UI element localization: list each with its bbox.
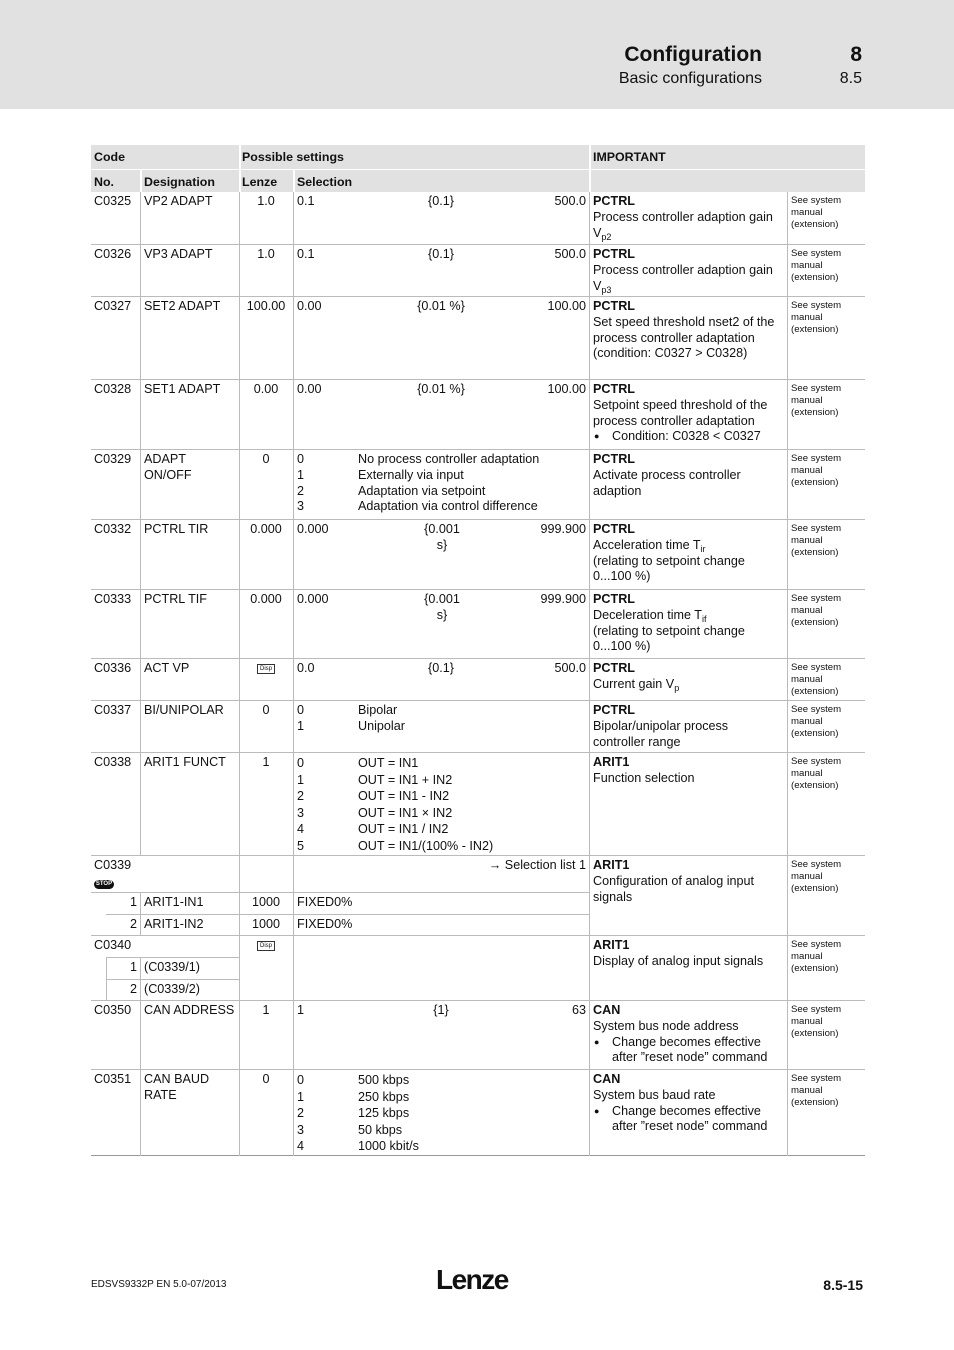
table-row — [91, 450, 865, 520]
selection-options — [294, 450, 589, 517]
description: Display of analog input signals — [593, 953, 764, 968]
important-text — [590, 753, 786, 789]
option-key: 1 — [297, 718, 305, 733]
option-value: OUT = IN1 × IN2 — [358, 805, 453, 820]
description-detail: (relating to setpoint change 0...100 %) — [593, 623, 745, 654]
important-text — [590, 659, 786, 695]
designation: VP3 ADAPT — [144, 247, 213, 261]
table-header-row-2 — [91, 170, 865, 192]
function-group: ARIT1 — [593, 755, 630, 769]
function-group: PCTRL — [593, 247, 635, 261]
page-header — [0, 0, 954, 109]
description: Process controller adaption gain V — [593, 209, 773, 240]
option-key: 2 — [297, 789, 305, 803]
table-row — [91, 297, 865, 380]
page-subtitle: Basic configurations — [618, 70, 762, 87]
table-row — [91, 590, 865, 659]
section-number: 8.5 — [839, 70, 862, 87]
bullet-item: ● Change becomes effective after ”reset node” command — [593, 1104, 783, 1136]
subcode-index: 1 — [129, 895, 137, 909]
reference-note: See system manual (extension) — [791, 1073, 842, 1108]
code-number: C0327 — [94, 299, 132, 313]
function-group: ARIT1 — [593, 858, 630, 872]
code-number: C0328 — [94, 382, 132, 396]
reference-note: See system manual (extension) — [791, 662, 842, 697]
chapter-number: 8 — [850, 43, 862, 66]
option-key: 3 — [297, 805, 305, 820]
code-number: C0329 — [94, 452, 132, 466]
bullet-item: ● Change becomes effective after ”reset node” command — [593, 1035, 783, 1067]
range-min: 0.000 — [297, 522, 329, 536]
description-detail: (relating to setpoint change 0...100 %) — [593, 553, 745, 584]
lenze-default: 1.0 — [257, 194, 275, 208]
bullet-item: ● Condition: C0328 < C0327 — [593, 429, 783, 445]
range-step: {0.1} — [428, 194, 454, 208]
range-min: 0.1 — [297, 194, 315, 208]
lenze-default: 1000 — [251, 895, 281, 909]
code-number: C0325 — [94, 194, 132, 208]
range-step: {1} — [433, 1003, 449, 1017]
code-number: C0340 — [94, 938, 132, 952]
range-min: 0.00 — [297, 299, 322, 313]
designation: VP2 ADAPT — [144, 194, 213, 208]
option-value: 500 kbps — [358, 1073, 410, 1087]
function-group: PCTRL — [593, 522, 635, 536]
option-key: 2 — [297, 1106, 305, 1120]
designation: ARIT1-IN2 — [144, 917, 204, 931]
range-min: 0.1 — [297, 247, 315, 261]
option-key: 0 — [297, 452, 305, 466]
function-group: PCTRL — [593, 299, 635, 313]
code-number: C0351 — [94, 1072, 132, 1086]
col-designation: Designation — [144, 175, 215, 189]
reference-note: See system manual (extension) — [791, 593, 842, 628]
important-text — [590, 1001, 786, 1068]
range-step: {0.001 s} — [424, 592, 460, 622]
table-row — [91, 936, 865, 1001]
range-min: 1 — [297, 1003, 305, 1017]
code-number: C0332 — [94, 522, 132, 536]
important-text — [590, 380, 786, 447]
designation: (C0339/2) — [144, 982, 201, 996]
table-row — [91, 380, 865, 450]
option-key: 0 — [297, 703, 305, 717]
important-text — [590, 936, 786, 972]
selection-options — [294, 753, 589, 856]
option-key: 1 — [297, 1089, 305, 1104]
parameter-table — [91, 145, 865, 1156]
description: System bus node address — [593, 1018, 739, 1033]
description: Function selection — [593, 770, 695, 785]
lenze-default: 0 — [262, 703, 270, 717]
option-key: 0 — [297, 1073, 305, 1087]
selection-options — [294, 701, 589, 737]
selection-value: FIXED0% — [297, 895, 353, 909]
option-value: Adaptation via control difference — [358, 499, 538, 514]
reference-note: See system manual (extension) — [791, 1004, 842, 1039]
range-max: 500.0 — [554, 661, 586, 675]
important-text — [590, 701, 786, 752]
option-value: OUT = IN1 + IN2 — [358, 772, 453, 787]
option-value: Externally via input — [358, 467, 464, 482]
col-no: No. — [94, 175, 114, 189]
option-key: 3 — [297, 499, 305, 514]
designation: BI/UNIPOLAR — [144, 703, 224, 717]
option-key: 4 — [297, 822, 305, 836]
reference-note: See system manual (extension) — [791, 704, 842, 739]
range-min: 0.000 — [297, 592, 329, 606]
lenze-default: 0.00 — [253, 382, 279, 396]
description: Process controller adaption gain V — [593, 262, 773, 293]
designation: ARIT1 FUNCT — [144, 755, 226, 769]
important-text — [590, 1070, 786, 1137]
description: Set speed threshold nset2 of the process controller adaptation (condition: C0327 > C0328) — [593, 314, 775, 361]
description: Configuration of analog input signals — [593, 873, 755, 904]
lenze-default: 0.000 — [250, 522, 282, 536]
selection-options — [294, 1070, 589, 1157]
table-row — [91, 659, 865, 701]
option-key: 3 — [297, 1122, 305, 1137]
table-row — [91, 753, 865, 856]
option-value: OUT = IN1 — [358, 756, 419, 770]
code-number: C0333 — [94, 592, 132, 606]
subscript: p3 — [601, 284, 612, 295]
reference-note: See system manual (extension) — [791, 859, 842, 894]
function-group: PCTRL — [593, 592, 635, 606]
col-selection: Selection — [297, 175, 353, 189]
subcode-index: 2 — [129, 917, 137, 931]
table-row — [91, 245, 865, 297]
reference-note: See system manual (extension) — [791, 523, 842, 558]
option-value: 250 kbps — [358, 1089, 410, 1104]
code-number: C0338 — [94, 755, 132, 769]
function-group: ARIT1 — [593, 938, 630, 952]
lenze-default: 1000 — [251, 917, 281, 931]
range-step: {0.01 %} — [417, 299, 465, 313]
subcode-index: 2 — [129, 982, 137, 996]
important-text — [590, 245, 786, 296]
designation: SET2 ADAPT — [144, 299, 221, 313]
subscript: p — [674, 682, 680, 693]
range-max: 999.900 — [540, 522, 586, 536]
range-step: {0.1} — [428, 661, 454, 675]
option-value: 1000 kbit/s — [358, 1139, 419, 1153]
function-group: PCTRL — [593, 661, 635, 675]
selection-value: FIXED0% — [297, 917, 353, 931]
reference-note: See system manual (extension) — [791, 300, 842, 335]
lenze-default: 1 — [262, 1003, 270, 1017]
page-title: Configuration — [624, 43, 762, 66]
option-key: 0 — [297, 756, 305, 770]
lenze-default: 0 — [262, 452, 270, 466]
lenze-default: 1 — [262, 755, 270, 769]
important-text — [590, 856, 786, 907]
range-max: 500.0 — [554, 247, 586, 261]
table-row — [91, 701, 865, 753]
function-group: CAN — [593, 1072, 621, 1086]
important-text — [590, 450, 786, 501]
page-number: 8.5-15 — [823, 1277, 863, 1293]
reference-note: See system manual (extension) — [791, 195, 842, 230]
range-max: 63 — [571, 1003, 586, 1017]
range-min: 0.0 — [297, 661, 315, 675]
selection-list-ref: → Selection list 1 — [488, 858, 586, 872]
range-max: 500.0 — [554, 194, 586, 208]
display-only-icon: Disp — [257, 664, 275, 674]
option-value: Adaptation via setpoint — [358, 483, 486, 498]
subscript: p2 — [601, 231, 612, 242]
description: Setpoint speed threshold of the process controller adaptation — [593, 397, 768, 428]
designation: PCTRL TIF — [144, 592, 207, 606]
designation: SET1 ADAPT — [144, 382, 221, 396]
range-max: 100.00 — [547, 382, 586, 396]
function-group: PCTRL — [593, 703, 635, 717]
col-possible-settings: Possible settings — [242, 150, 344, 164]
range-max: 100.00 — [547, 299, 586, 313]
option-key: 1 — [297, 467, 305, 482]
designation: CAN ADDRESS — [144, 1003, 235, 1017]
table-header-row-1 — [91, 145, 865, 169]
table-row — [91, 1070, 865, 1156]
code-number: C0337 — [94, 703, 132, 717]
code-number: C0339 — [94, 858, 132, 872]
designation: ARIT1-IN1 — [144, 895, 204, 909]
display-only-icon: Disp — [257, 941, 275, 951]
reference-note: See system manual (extension) — [791, 383, 842, 418]
code-number: C0336 — [94, 661, 132, 675]
option-key: 2 — [297, 483, 305, 498]
option-value: No process controller adaptation — [358, 452, 540, 466]
option-value: 50 kbps — [358, 1122, 403, 1137]
designation: (C0339/1) — [144, 960, 201, 974]
description: Deceleration time T — [593, 607, 702, 622]
range-step: {0.1} — [428, 247, 454, 261]
subscript: ir — [700, 543, 706, 554]
description: Acceleration time T — [593, 537, 701, 552]
option-key: 1 — [297, 772, 305, 787]
reference-note: See system manual (extension) — [791, 248, 842, 283]
lenze-default: 0.000 — [250, 592, 282, 606]
col-important: IMPORTANT — [593, 150, 666, 164]
designation: PCTRL TIR — [144, 522, 209, 536]
description: Activate process controller adaption — [593, 467, 741, 498]
stop-icon: STOP — [95, 880, 113, 887]
subcode-index: 1 — [129, 960, 137, 974]
table-row — [91, 1001, 865, 1070]
range-step: {0.001 s} — [424, 522, 460, 552]
option-value: Bipolar — [358, 703, 398, 717]
function-group: PCTRL — [593, 382, 635, 396]
lenze-default: 0 — [262, 1072, 270, 1086]
option-key: 4 — [297, 1139, 305, 1153]
range-step: {0.01 %} — [417, 382, 465, 396]
description: Bipolar/unipolar process controller range — [593, 718, 729, 749]
designation: CAN BAUD RATE — [144, 1072, 210, 1102]
col-lenze: Lenze — [242, 175, 278, 189]
important-text — [590, 192, 786, 243]
code-number: C0326 — [94, 247, 132, 261]
function-group: CAN — [593, 1003, 621, 1017]
option-value: 125 kbps — [358, 1106, 410, 1120]
table-row — [91, 856, 865, 936]
important-text — [590, 297, 780, 364]
lenze-default: 1.0 — [257, 247, 275, 261]
function-group: PCTRL — [593, 452, 635, 466]
reference-note: See system manual (extension) — [791, 939, 842, 974]
option-key: 5 — [297, 838, 305, 853]
reference-note: See system manual (extension) — [791, 756, 842, 791]
description: Current gain V — [593, 676, 675, 691]
col-code: Code — [94, 150, 125, 164]
description: System bus baud rate — [593, 1087, 716, 1102]
designation: ACT VP — [144, 661, 190, 675]
important-text — [590, 520, 786, 587]
range-max: 999.900 — [540, 592, 586, 606]
option-value: OUT = IN1 / IN2 — [358, 822, 449, 836]
option-value: OUT = IN1/(100% - IN2) — [358, 838, 494, 853]
important-text — [590, 590, 786, 657]
lenze-logo: Lenze — [436, 1264, 508, 1295]
document-id: EDSVS9332P EN 5.0-07/2013 — [91, 1279, 227, 1290]
function-group: PCTRL — [593, 194, 635, 208]
option-value: OUT = IN1 - IN2 — [358, 789, 450, 803]
subscript: if — [701, 613, 707, 624]
table-row — [91, 192, 865, 245]
range-min: 0.00 — [297, 382, 322, 396]
reference-note: See system manual (extension) — [791, 453, 842, 488]
code-number: C0350 — [94, 1003, 132, 1017]
table-row — [91, 520, 865, 590]
designation: ADAPT ON/OFF — [144, 452, 192, 482]
lenze-default: 100.00 — [246, 299, 286, 313]
option-value: Unipolar — [358, 718, 405, 733]
